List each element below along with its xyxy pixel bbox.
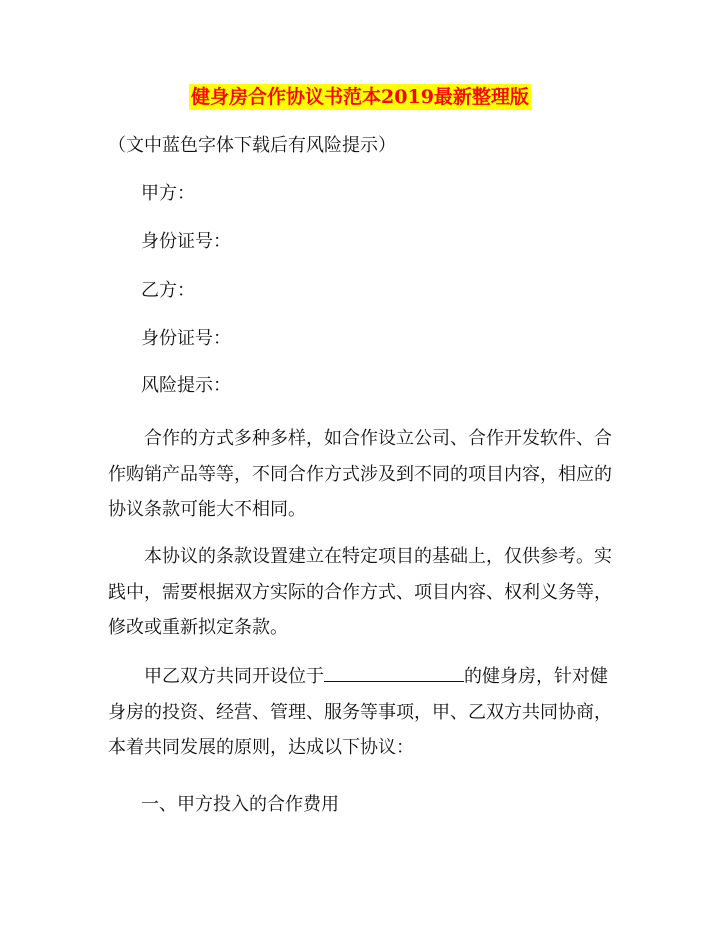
risk-paragraph: 合作的方式多种多样，如合作设立公司、合作开发软件、合作购销产品等等，不同合作方式涉及到不同的项目内容，相应的协议条款可能大不相同。 [108,428,612,520]
risk-label: 风险提示： [141,375,231,396]
document-title: 健身房合作协议书范本2019最新整理版 [191,86,529,108]
download-risk-note: （文中蓝色字体下载后有风险提示） [108,135,396,156]
party-b-id-label: 身份证号： [141,328,231,349]
party-b-label: 乙方： [141,280,195,301]
party-a-label: 甲方： [141,183,195,204]
title-container [0,84,720,110]
scope-paragraph: 本协议的条款设置建立在特定项目的基础上，仅供参考。实践中，需要根据双方实际的合作方式、项目内容、权利义务等，修改或重新拟定条款。 [108,546,612,638]
location-blank [324,663,464,682]
party-a-id-label: 身份证号： [141,231,231,252]
intro-text-before: 甲乙双方共同开设位于 [144,666,324,687]
intro-paragraph [108,659,614,766]
section-1-heading: 一、甲方投入的合作费用 [141,794,339,815]
intro-text-after: 的健身房，针对健身房的投资、经营、管理、服务等事项，甲、乙双方共同协商，本着共同发展的原则，达成以下协议： [108,666,612,758]
